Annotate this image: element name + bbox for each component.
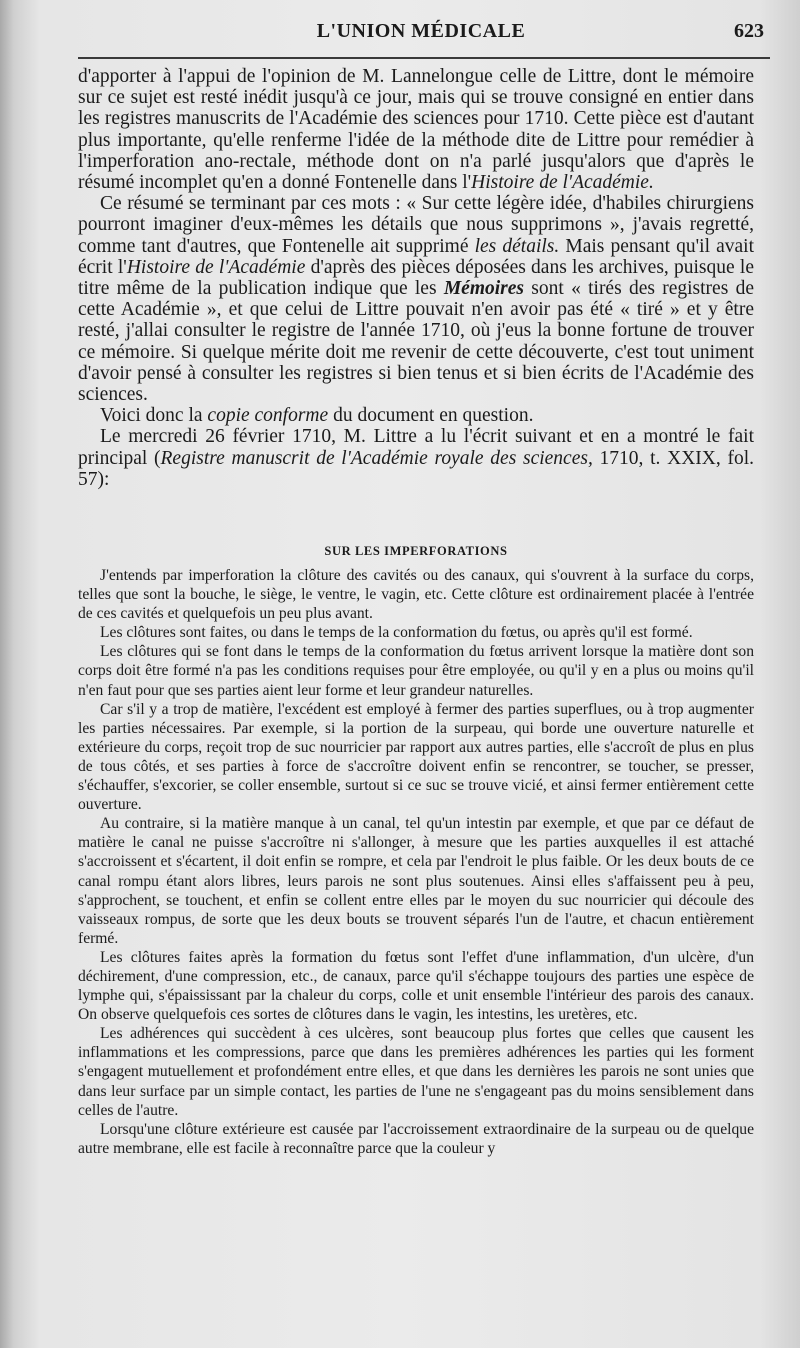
intro-paragraph: Le mercredi 26 février 1710, M. Littre a lu l'écrit suivant et en a montré le fait principal (Registre manuscrit de l'Académie royale des sciences, 1710, t. XXIX, fol. 57): (78, 426, 754, 490)
document-paragraph: Les clôtures sont faites, ou dans le temps de la conformation du fœtus, ou après qu'il est formé. (100, 624, 693, 642)
header-rule (78, 57, 770, 59)
document-paragraph: Les clôtures faites après la formation du fœtus sont l'effet d'une inflammation, d'un ulcère, d'un déchirement, d'une compression, etc., de canaux, parce qu'il s'échappe toujours des parties une espèce de lymphe qui, s'épaississant par la chaleur du corps, colle et unit ensemble l'intérieur des parois des canaux. On observe quelquefois ces sortes de clôtures dans le vagin, les intestins, les uretères, etc. (78, 948, 754, 1024)
page-number: 623 (734, 20, 764, 42)
intro-paragraph: Voici donc la copie conforme du document en question. (100, 405, 534, 427)
intro-paragraph: Ce résumé se terminant par ces mots : « Sur cette légère idée, d'habiles chirurgiens pourront imaginer d'eux-mêmes les détails que nous supprimons », j'avais regretté, comme tant d'autres, que Fontenelle ait supprimé les détails. Mais pensant qu'il avait écrit l'Histoire de l'Académie d'après des pièces déposées dans les archives, puisque le titre même de la publication indique que les Mémoires sont « tirés des registres de cette Académie », et que celui de Littre pouvait n'en avoir pas été « tiré » et y être resté, j'allai consulter le registre de l'année 1710, où j'eus la bonne fortune de trouver ce mémoire. Si quelque mérite doit me revenir de cette découverte, c'est tout uniment d'avoir pensé à consulter les registres si bien tenus et si bien écrits de l'Académie des sciences. (78, 193, 754, 406)
italic-title: Histoire de l'Académie (126, 256, 306, 278)
italic-title: Histoire de l'Académie. (471, 172, 654, 194)
intro-paragraph: d'apporter à l'appui de l'opinion de M. Lannelongue celle de Littre, dont le mémoire sur ce sujet est resté inédit jusqu'à ce jour, mais qui se trouve consigné en entier dans les registres manuscrits de l'Académie des sciences pour 1710. Cette pièce est d'autant plus importante, qu'elle renferme l'idée de la méthode dite de Littre pour remédier à l'imperforation ano-rectale, méthode dont on n'a parlé jusqu'alors que d'après le résumé incomplet qu'en a donné Fontenelle dans l'Histoire de l'Académie. (78, 66, 754, 194)
document-paragraph: Au contraire, si la matière manque à un canal, tel qu'un intestin par exemple, et que par ce défaut de matière le canal ne puisse s'accroître ni s'allonger, à mesure que les parties auxquelles il est attaché s'accroissent et s'écartent, il doit enfin se rompre, et cela par l'endroit le plus faible. Or les deux bouts de ce canal rompu étant alors libres, leurs parois ne sont plus soutenues. Ainsi elles s'affaissent peu à peu, s'approchent, se touchent, et enfin se collent entre elles par le moyen du suc nourricier qui découle des vaisseaux rompus, de sorte que les deux bouts se trouvent séparés l'un de l'autre, et chacun entièrement fermé. (78, 815, 754, 947)
document-text (78, 566, 754, 1158)
page-header (78, 20, 764, 50)
document-paragraph: Car s'il y a trop de matière, l'excédent est employé à fermer des parties superflues, ou à trop augmenter les parties nécessaires. Par exemple, si la portion de la surpeau, qui borde une ouverture naturelle et extérieure du corps, reçoit trop de suc nourricier par rapport aux autres parties, elle s'accroît de plus en plus de tous côtés, et ses parties à force de s'accroître doivent enfin se rencontrer, se toucher, se presser, s'échauffer, s'excorier, se coller ensemble, surtout si ce suc se trouve vicié, et ainsi fermer entièrement cette ouverture. (78, 700, 754, 814)
document-paragraph: Les adhérences qui succèdent à ces ulcères, sont beaucoup plus fortes que celles que causent les inflammations et les compressions, parce que dans les premières adhérences les parties qui les forment s'engagent mutuellement et profondément entre elles, et que dans les dernières les parois ne sont unies que dans leur surface par un simple contact, les parties de l'une ne s'engageant pas du moins sensiblement dans celles de l'autre. (78, 1025, 754, 1119)
document-paragraph: Les clôtures qui se font dans le temps de la conformation du fœtus arrivent lorsque la matière dont son corps doit être formé n'a pas les conditions requises pour être employée, ou qu'il y en a plus ou moins qu'il n'en faut pour que ses parties aient leur forme et leur grandeur naturelles. (78, 643, 754, 699)
document-paragraph: J'entends par imperforation la clôture des cavités ou des canaux, qui s'ouvrent à la surface du corps, telles que sont la bouche, le siège, le ventre, le vagin, etc. Cette clôture est ordinairement placée à l'entrée de ces cavités et quelquefois un peu plus avant. (78, 567, 754, 623)
document-paragraph: Lorsqu'une clôture extérieure est causée par l'accroissement extraordinaire de la surpeau ou de quelque autre membrane, elle est facile à reconnaître parce que la couleur y (78, 1120, 754, 1157)
section-title: SUR LES IMPERFORATIONS (324, 544, 508, 558)
intro-text (78, 66, 754, 490)
running-title: L'UNION MÉDICALE (316, 20, 526, 42)
italic-title: Registre manuscrit de l'Académie royale des sciences, (160, 447, 593, 469)
